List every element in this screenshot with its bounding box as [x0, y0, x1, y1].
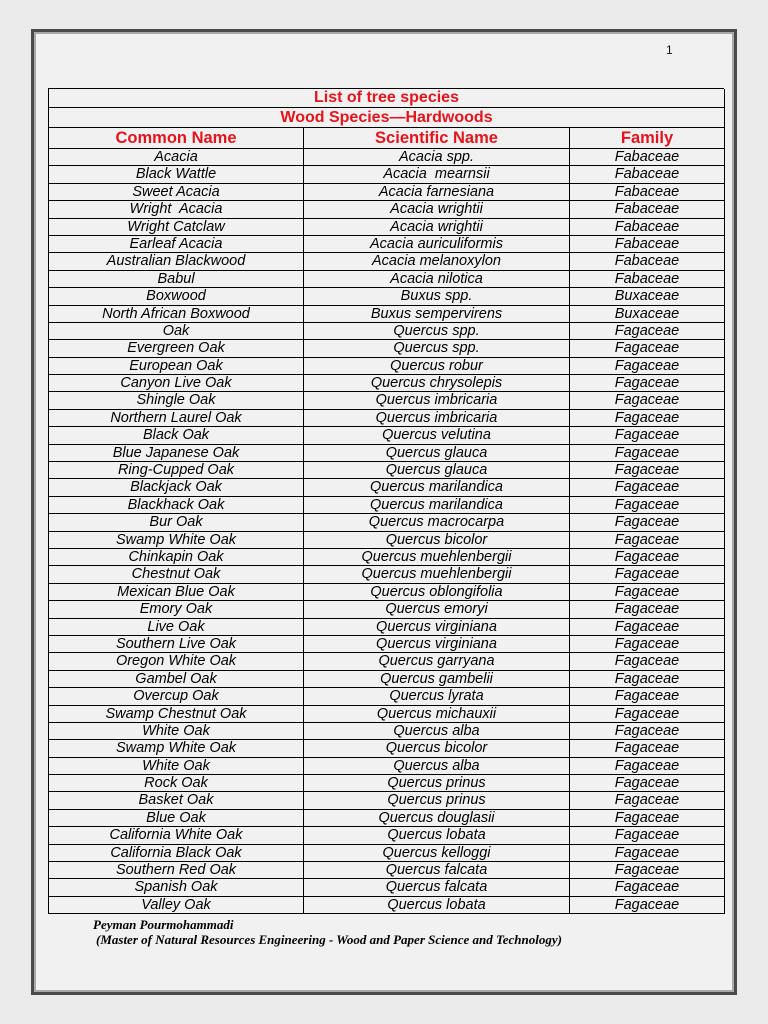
family-cell: Fagaceae — [570, 392, 725, 409]
scientific-name-cell: Quercus douglasii — [304, 810, 570, 827]
scientific-name-cell: Quercus glauca — [304, 462, 570, 479]
common-name-cell: Overcup Oak — [49, 688, 304, 705]
scientific-name-cell: Quercus virginiana — [304, 619, 570, 636]
family-cell: Fagaceae — [570, 723, 725, 740]
family-cell: Fabaceae — [570, 253, 725, 270]
common-name-cell: Black Oak — [49, 427, 304, 444]
family-cell: Fagaceae — [570, 706, 725, 723]
scientific-name-cell: Quercus michauxii — [304, 706, 570, 723]
scientific-name-cell: Quercus lyrata — [304, 688, 570, 705]
footer-author: Peyman Pourmohammadi — [93, 917, 234, 932]
family-cell: Fagaceae — [570, 462, 725, 479]
common-name-cell: White Oak — [49, 723, 304, 740]
column-header-common-name: Common Name — [49, 128, 304, 149]
common-name-cell: Blackjack Oak — [49, 479, 304, 496]
family-cell: Fagaceae — [570, 619, 725, 636]
common-name-cell: California Black Oak — [49, 845, 304, 862]
scientific-name-cell: Quercus falcata — [304, 862, 570, 879]
common-name-cell: California White Oak — [49, 827, 304, 844]
common-name-cell: Northern Laurel Oak — [49, 410, 304, 427]
family-cell: Fagaceae — [570, 810, 725, 827]
scientific-name-cell: Quercus imbricaria — [304, 410, 570, 427]
common-name-cell: Chinkapin Oak — [49, 549, 304, 566]
common-name-cell: Oregon White Oak — [49, 653, 304, 670]
family-cell: Fagaceae — [570, 862, 725, 879]
scientific-name-cell: Quercus emoryi — [304, 601, 570, 618]
common-name-cell: White Oak — [49, 758, 304, 775]
common-name-cell: Boxwood — [49, 288, 304, 305]
common-name-cell: Shingle Oak — [49, 392, 304, 409]
family-cell: Fagaceae — [570, 897, 725, 914]
common-name-cell: Emory Oak — [49, 601, 304, 618]
scientific-name-cell: Quercus falcata — [304, 879, 570, 896]
family-cell: Fagaceae — [570, 514, 725, 531]
scientific-name-cell: Quercus marilandica — [304, 497, 570, 514]
scientific-name-cell: Quercus oblongifolia — [304, 584, 570, 601]
species-table — [48, 88, 724, 914]
family-cell: Fabaceae — [570, 201, 725, 218]
scientific-name-cell: Quercus velutina — [304, 427, 570, 444]
common-name-cell: Swamp Chestnut Oak — [49, 706, 304, 723]
family-cell: Fagaceae — [570, 358, 725, 375]
scientific-name-cell: Quercus spp. — [304, 323, 570, 340]
scientific-name-cell: Quercus glauca — [304, 445, 570, 462]
family-cell: Fagaceae — [570, 740, 725, 757]
common-name-cell: Canyon Live Oak — [49, 375, 304, 392]
scientific-name-cell: Quercus muehlenbergii — [304, 549, 570, 566]
scientific-name-cell: Acacia spp. — [304, 149, 570, 166]
scientific-name-cell: Acacia nilotica — [304, 271, 570, 288]
scientific-name-cell: Quercus prinus — [304, 792, 570, 809]
family-cell: Fagaceae — [570, 653, 725, 670]
family-cell: Buxaceae — [570, 306, 725, 323]
common-name-cell: Southern Live Oak — [49, 636, 304, 653]
common-name-cell: Earleaf Acacia — [49, 236, 304, 253]
common-name-cell: Black Wattle — [49, 166, 304, 183]
family-cell: Fagaceae — [570, 323, 725, 340]
family-cell: Fagaceae — [570, 671, 725, 688]
scientific-name-cell: Quercus lobata — [304, 827, 570, 844]
common-name-cell: Basket Oak — [49, 792, 304, 809]
scientific-name-cell: Acacia wrightii — [304, 219, 570, 236]
family-cell: Fagaceae — [570, 775, 725, 792]
column-header-family: Family — [570, 128, 725, 149]
common-name-cell: Acacia — [49, 149, 304, 166]
scientific-name-cell: Acacia mearnsii — [304, 166, 570, 183]
common-name-cell: Rock Oak — [49, 775, 304, 792]
common-name-cell: Live Oak — [49, 619, 304, 636]
scientific-name-cell: Quercus kelloggi — [304, 845, 570, 862]
footer-credentials: (Master of Natural Resources Engineering - Wood and Paper Science and Technology) — [96, 932, 562, 947]
common-name-cell: Blackhack Oak — [49, 497, 304, 514]
scientific-name-cell: Quercus bicolor — [304, 532, 570, 549]
scientific-name-cell: Quercus virginiana — [304, 636, 570, 653]
common-name-cell: Australian Blackwood — [49, 253, 304, 270]
scientific-name-cell: Acacia farnesiana — [304, 184, 570, 201]
family-cell: Fagaceae — [570, 340, 725, 357]
family-cell: Fabaceae — [570, 236, 725, 253]
scientific-name-cell: Quercus alba — [304, 758, 570, 775]
common-name-cell: Swamp White Oak — [49, 532, 304, 549]
scientific-name-cell: Quercus chrysolepis — [304, 375, 570, 392]
common-name-cell: Sweet Acacia — [49, 184, 304, 201]
scientific-name-cell: Quercus bicolor — [304, 740, 570, 757]
scientific-name-cell: Quercus macrocarpa — [304, 514, 570, 531]
family-cell: Fagaceae — [570, 549, 725, 566]
common-name-cell: Bur Oak — [49, 514, 304, 531]
common-name-cell: Mexican Blue Oak — [49, 584, 304, 601]
family-cell: Fagaceae — [570, 375, 725, 392]
table-title: List of tree species — [49, 89, 725, 108]
scientific-name-cell: Quercus garryana — [304, 653, 570, 670]
family-cell: Fagaceae — [570, 497, 725, 514]
common-name-cell: European Oak — [49, 358, 304, 375]
common-name-cell: Blue Oak — [49, 810, 304, 827]
scientific-name-cell: Quercus gambelii — [304, 671, 570, 688]
scientific-name-cell: Quercus marilandica — [304, 479, 570, 496]
family-cell: Fagaceae — [570, 601, 725, 618]
family-cell: Fagaceae — [570, 758, 725, 775]
table-subtitle: Wood Species—Hardwoods — [49, 108, 725, 128]
family-cell: Fagaceae — [570, 827, 725, 844]
common-name-cell: Gambel Oak — [49, 671, 304, 688]
family-cell: Fabaceae — [570, 271, 725, 288]
family-cell: Fagaceae — [570, 584, 725, 601]
scientific-name-cell: Quercus prinus — [304, 775, 570, 792]
scientific-name-cell: Quercus lobata — [304, 897, 570, 914]
scientific-name-cell: Quercus robur — [304, 358, 570, 375]
common-name-cell: Spanish Oak — [49, 879, 304, 896]
common-name-cell: Ring-Cupped Oak — [49, 462, 304, 479]
scientific-name-cell: Buxus sempervirens — [304, 306, 570, 323]
family-cell: Fagaceae — [570, 792, 725, 809]
family-cell: Fagaceae — [570, 566, 725, 583]
common-name-cell: Evergreen Oak — [49, 340, 304, 357]
common-name-cell: Valley Oak — [49, 897, 304, 914]
family-cell: Fabaceae — [570, 166, 725, 183]
common-name-cell: Oak — [49, 323, 304, 340]
common-name-cell: Wright Catclaw — [49, 219, 304, 236]
common-name-cell: Blue Japanese Oak — [49, 445, 304, 462]
family-cell: Fagaceae — [570, 845, 725, 862]
scientific-name-cell: Quercus imbricaria — [304, 392, 570, 409]
scientific-name-cell: Acacia wrightii — [304, 201, 570, 218]
family-cell: Fabaceae — [570, 149, 725, 166]
common-name-cell: Swamp White Oak — [49, 740, 304, 757]
page-number: 1 — [666, 43, 673, 57]
common-name-cell: Chestnut Oak — [49, 566, 304, 583]
common-name-cell: Babul — [49, 271, 304, 288]
common-name-cell: Southern Red Oak — [49, 862, 304, 879]
scientific-name-cell: Quercus muehlenbergii — [304, 566, 570, 583]
common-name-cell: North African Boxwood — [49, 306, 304, 323]
family-cell: Fabaceae — [570, 219, 725, 236]
scientific-name-cell: Buxus spp. — [304, 288, 570, 305]
scientific-name-cell: Acacia auriculiformis — [304, 236, 570, 253]
family-cell: Fagaceae — [570, 410, 725, 427]
column-header-scientific-name: Scientific Name — [304, 128, 570, 149]
family-cell: Fagaceae — [570, 879, 725, 896]
family-cell: Fagaceae — [570, 445, 725, 462]
scientific-name-cell: Quercus alba — [304, 723, 570, 740]
scientific-name-cell: Acacia melanoxylon — [304, 253, 570, 270]
family-cell: Fagaceae — [570, 479, 725, 496]
common-name-cell: Wright Acacia — [49, 201, 304, 218]
scientific-name-cell: Quercus spp. — [304, 340, 570, 357]
family-cell: Fagaceae — [570, 427, 725, 444]
family-cell: Fagaceae — [570, 688, 725, 705]
family-cell: Fagaceae — [570, 532, 725, 549]
family-cell: Fabaceae — [570, 184, 725, 201]
family-cell: Fagaceae — [570, 636, 725, 653]
family-cell: Buxaceae — [570, 288, 725, 305]
